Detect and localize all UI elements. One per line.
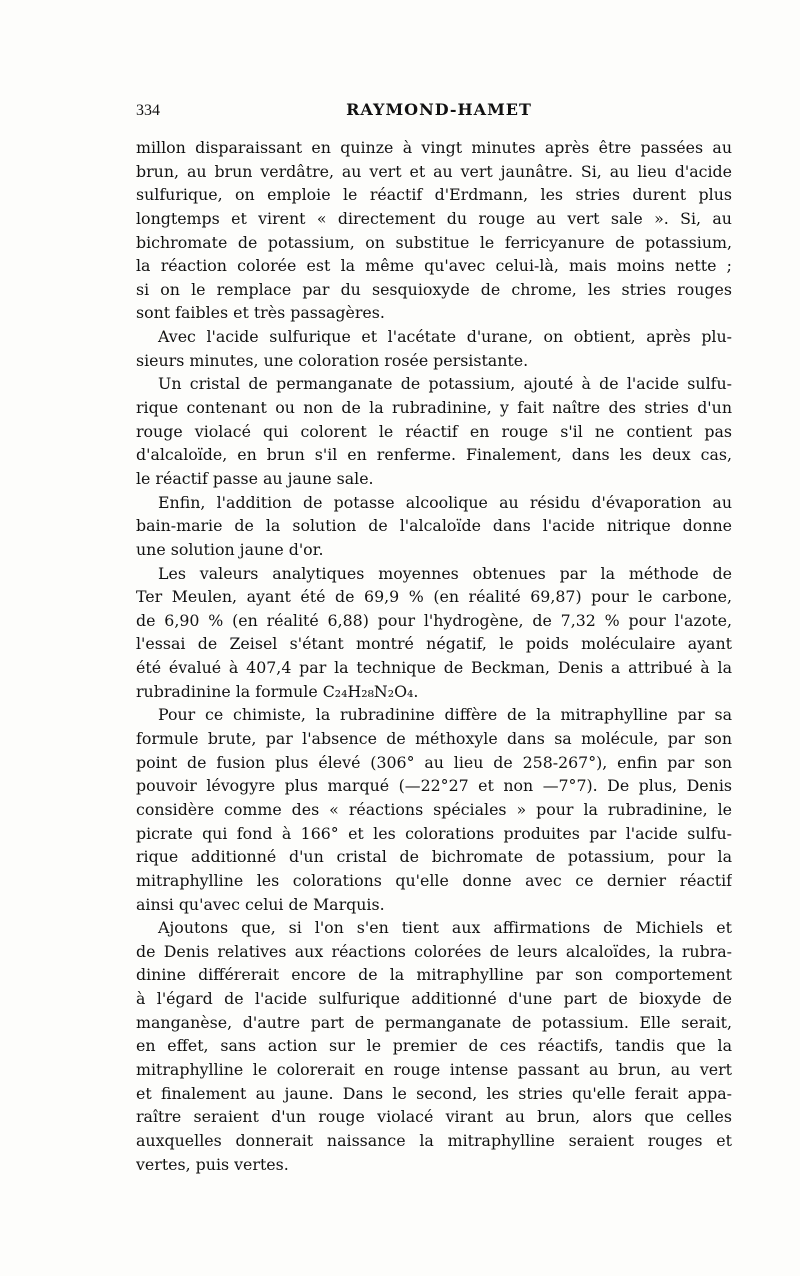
- text-line: rubradinine la formule C₂₄H₂₈N₂O₄.: [136, 681, 419, 701]
- text-line: une solution jaune d'or.: [136, 539, 324, 559]
- paragraph: [136, 136, 732, 325]
- text-line: longtemps et virent « directement du rouge au vert sale ». Si, au: [136, 208, 732, 228]
- text-line: mitraphylline les colorations qu'elle donne avec ce dernier réactif: [136, 870, 732, 890]
- page-number: 334: [136, 102, 160, 119]
- text-line: été évalué à 407,4 par la technique de Beckman, Denis a attribué à la: [136, 658, 732, 678]
- text-line: millon disparaissant en quinze à vingt minutes après être passées au: [136, 138, 732, 157]
- text-line: de Denis relatives aux réactions colorées de leurs alcaloïdes, la rubra-: [136, 941, 732, 961]
- text-line: brun, au brun verdâtre, au vert et au vert jaunâtre. Si, au lieu d'acide: [136, 161, 732, 181]
- text-line: Ajoutons que, si l'on s'en tient aux affirmations de Michiels et: [158, 918, 732, 938]
- text-line: formule brute, par l'absence de méthoxyle dans sa molécule, par son: [136, 729, 732, 749]
- text-line: rique additionné d'un cristal de bichromate de potassium, pour la: [136, 847, 732, 867]
- text-line: manganèse, d'autre part de permanganate de potassium. Elle serait,: [136, 1012, 732, 1032]
- paragraph: [136, 562, 732, 704]
- text-line: à l'égard de l'acide sulfurique additionné d'une part de bioxyde de: [136, 989, 732, 1009]
- running-head: RAYMOND-HAMET: [346, 100, 532, 119]
- text-line: mitraphylline le colorerait en rouge intense passant au brun, au vert: [136, 1059, 732, 1079]
- text-line: Enfin, l'addition de potasse alcoolique au résidu d'évaporation au: [158, 492, 732, 512]
- text-line: de 6,90 % (en réalité 6,88) pour l'hydrogène, de 7,32 % pour l'azote,: [136, 610, 732, 630]
- text-line: si on le remplace par du sesquioxyde de chrome, les stries rouges: [136, 279, 732, 299]
- paragraph: [136, 325, 732, 372]
- paragraph: [136, 703, 732, 916]
- text-line: Ter Meulen, ayant été de 69,9 % (en réalité 69,87) pour le carbone,: [136, 587, 732, 607]
- paragraph: [136, 372, 732, 490]
- text-line: l'essai de Zeisel s'étant montré négatif, le poids moléculaire ayant: [136, 634, 732, 654]
- text-line: pouvoir lévogyre plus marqué (—22°27 et non —7°7). De plus, Denis: [136, 776, 732, 796]
- text-line: le réactif passe au jaune sale.: [136, 468, 374, 488]
- text-line: la réaction colorée est la même qu'avec celui-là, mais moins nette ;: [136, 256, 732, 276]
- text-line: bichromate de potassium, on substitue le ferricyanure de potassium,: [136, 232, 732, 252]
- text-line: en effet, sans action sur le premier de ces réactifs, tandis que la: [136, 1036, 732, 1056]
- text-line: picrate qui fond à 166° et les colorations produites par l'acide sulfu-: [136, 823, 732, 843]
- text-line: bain-marie de la solution de l'alcaloïde dans l'acide nitrique donne: [136, 516, 732, 536]
- text-line: d'alcaloïde, en brun s'il en renferme. Finalement, dans les deux cas,: [136, 445, 732, 465]
- text-line: et finalement au jaune. Dans le second, les stries qu'elle ferait appa-: [136, 1083, 732, 1103]
- text-line: Avec l'acide sulfurique et l'acétate d'urane, on obtient, après plu-: [158, 327, 732, 347]
- text-line: Pour ce chimiste, la rubradinine diffère de la mitraphylline par sa: [158, 705, 732, 725]
- text-line: rique contenant ou non de la rubradinine, y fait naître des stries d'un: [136, 398, 732, 418]
- paragraph: [136, 916, 732, 1176]
- text-line: sieurs minutes, une coloration rosée persistante.: [136, 350, 529, 370]
- text-line: ainsi qu'avec celui de Marquis.: [136, 894, 385, 914]
- text-line: sulfurique, on emploie le réactif d'Erdmann, les stries durent plus: [136, 185, 732, 205]
- text-line: Un cristal de permanganate de potassium, ajouté à de l'acide sulfu-: [158, 374, 732, 394]
- text-line: rouge violacé qui colorent le réactif en rouge s'il ne contient pas: [136, 421, 732, 441]
- body-text: [136, 136, 732, 1176]
- page-header: [136, 98, 732, 128]
- paragraph: [136, 491, 732, 562]
- text-line: considère comme des « réactions spéciales » pour la rubradinine, le: [136, 799, 732, 819]
- text-line: raître seraient d'un rouge violacé virant au brun, alors que celles: [136, 1107, 732, 1127]
- text-line: dinine différerait encore de la mitraphylline par son comportement: [136, 965, 732, 985]
- text-line: Les valeurs analytiques moyennes obtenues par la méthode de: [158, 563, 732, 583]
- text-line: auxquelles donnerait naissance la mitraphylline seraient rouges et: [136, 1130, 732, 1150]
- text-line: sont faibles et très passagères.: [136, 303, 385, 323]
- text-line: point de fusion plus élevé (306° au lieu de 258-267°), enfin par son: [136, 752, 732, 772]
- text-line: vertes, puis vertes.: [136, 1154, 289, 1174]
